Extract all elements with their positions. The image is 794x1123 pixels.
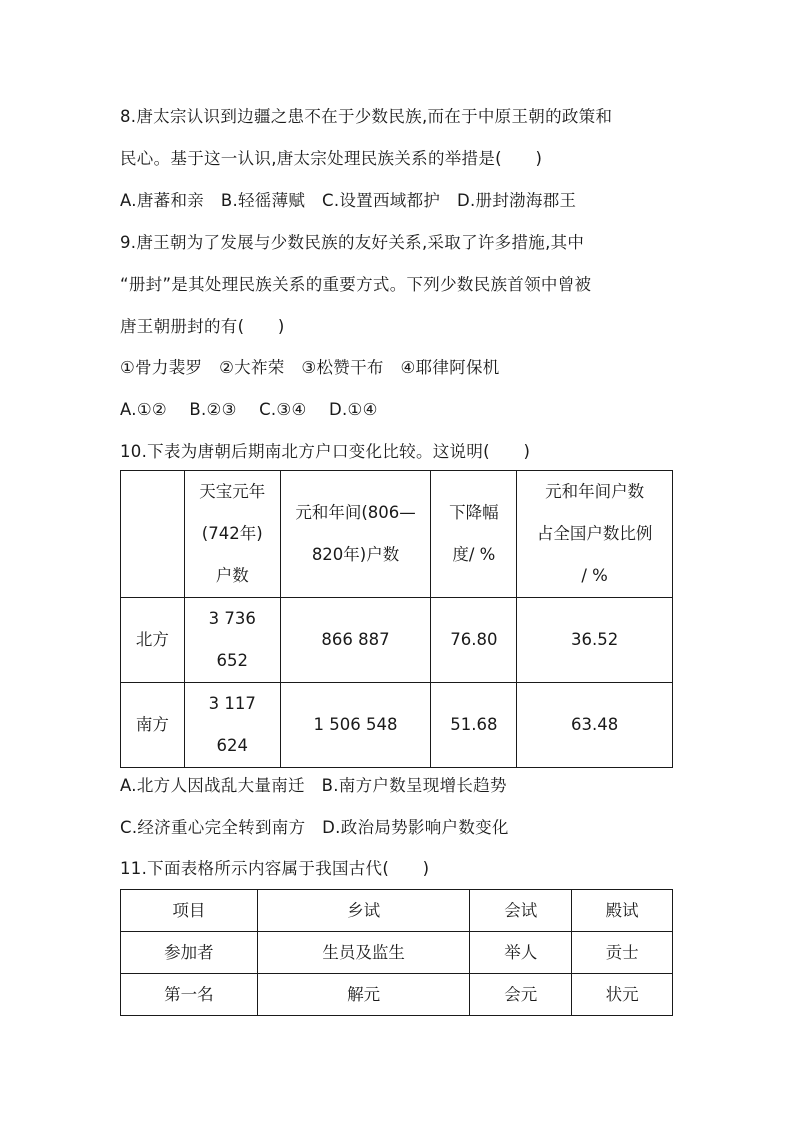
q9-stem-line2: “册封”是其处理民族关系的重要方式。下列少数民族首领中曾被 [120,275,592,294]
table-row [121,598,673,683]
q11-table [120,889,673,1016]
q10-table [120,470,673,768]
q9-stem-line3: 唐王朝册封的有( ) [120,317,285,336]
table-cell: 解元 [257,974,470,1016]
table-row [121,974,673,1016]
table-row [121,683,673,768]
region-cell: 南方 [121,683,185,768]
decline-cell: 76.80 [431,598,517,683]
table-cell: 状元 [572,974,673,1016]
header-tianbao: 天宝元年 (742年) 户数 [184,471,280,598]
q11-stem: 11.下面表格所示内容属于我国古代( ) [120,859,430,878]
table-cell: 第一名 [121,974,258,1016]
q9-stem-line1: 9.唐王朝为了发展与少数民族的友好关系,采取了许多措施,其中 [120,233,585,252]
table-cell: 会元 [470,974,572,1016]
header-decline: 下降幅 度/ % [431,471,517,598]
share-cell: 36.52 [517,598,673,683]
q9-items: ①骨力裴罗 ②大祚荣 ③松赞干布 ④耶律阿保机 [120,358,500,377]
table-cell: 参加者 [121,932,258,974]
yuanhe-cell: 1 506 548 [280,683,431,768]
table-cell: 贡士 [572,932,673,974]
yuanhe-cell: 866 887 [280,598,431,683]
tianbao-cell: 3 736 652 [184,598,280,683]
table-cell: 举人 [470,932,572,974]
header-item: 项目 [121,890,258,932]
q10-stem: 10.下表为唐朝后期南北方户口变化比较。这说明( ) [120,442,531,461]
share-cell: 63.48 [517,683,673,768]
header-xiangshi: 乡试 [257,890,470,932]
region-cell: 北方 [121,598,185,683]
header-dianshi: 殿试 [572,890,673,932]
q10-options-line1: A.北方人因战乱大量南迁 B.南方户数呈现增长趋势 [120,776,507,795]
header-empty-cell [121,471,185,598]
header-yuanhe: 元和年间(806— 820年)户数 [280,471,431,598]
q10-options-line2: C.经济重心完全转到南方 D.政治局势影响户数变化 [120,818,509,837]
q9-options: A.①② B.②③ C.③④ D.①④ [120,400,378,419]
table-header-row [121,890,673,932]
table-cell: 生员及监生 [257,932,470,974]
header-huishi: 会试 [470,890,572,932]
q8-stem-line1: 8.唐太宗认识到边疆之患不在于少数民族,而在于中原王朝的政策和 [120,107,613,126]
table-row [121,932,673,974]
decline-cell: 51.68 [431,683,517,768]
tianbao-cell: 3 117 624 [184,683,280,768]
q8-stem-line2: 民心。基于这一认识,唐太宗处理民族关系的举措是( ) [120,149,543,168]
q8-options: A.唐蕃和亲 B.轻徭薄赋 C.设置西域都护 D.册封渤海郡王 [120,191,577,210]
table-header-row [121,471,673,598]
header-share: 元和年间户数 占全国户数比例 / % [517,471,673,598]
